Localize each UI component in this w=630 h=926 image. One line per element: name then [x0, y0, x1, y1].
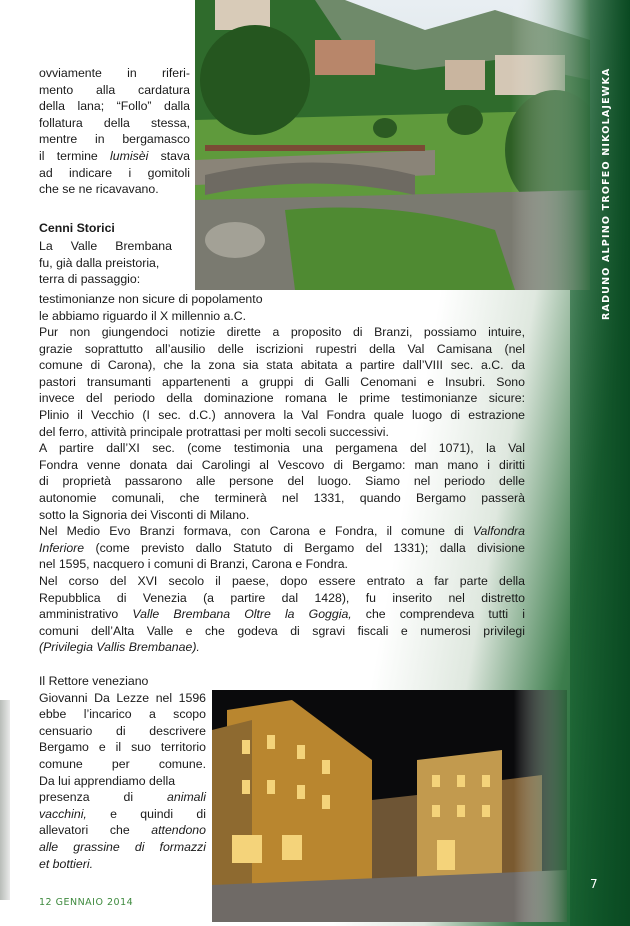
text-line: fu, già dalla preistoria,: [39, 255, 160, 270]
text-line: Bergamo e il suo territorio: [39, 740, 206, 755]
text-line: Fondra venne donata dai Carolingi al Vescovo di Bergamo: man mano i diritti: [39, 457, 525, 472]
text-line: A partire dall’XI sec. (come testimonia una pergamena del 1071), la Val: [39, 441, 525, 456]
text-line: il termine lumisèi stava: [39, 148, 190, 163]
text-line: autonomie comunali, che terminerà nel 1331, quando Bergamo passerà: [39, 490, 525, 505]
page-curl-shadow: [0, 700, 10, 900]
text-line: alle grassine di formazzi: [39, 839, 206, 854]
text-line: allevatori che attendono: [39, 823, 206, 838]
text-line: Nel corso del XVI secolo il paese, dopo essere entrato a far parte della: [39, 573, 525, 588]
text-line: che se ne ricavavano.: [39, 182, 159, 197]
text-line: terra di passaggio:: [39, 272, 141, 287]
text-line: comuni dell’Alta Valle e che godeva di sgravi fiscali e numerosi privilegi: [39, 623, 525, 638]
text-line: di proprietà passarono alle persone del luogo. Siamo nel periodo delle: [39, 474, 525, 489]
history-paragraphs: [39, 324, 525, 656]
text-line: pastori transumanti appartenenti a gruppi di Galli Cenomani e Insubri. Sono: [39, 374, 525, 389]
text-line: Nel Medio Evo Branzi formava, con Carona e Fondra, il comune di Valfondra: [39, 524, 525, 539]
text-line: La Valle Brembana: [39, 239, 172, 253]
text-line: Da lui apprendiamo della: [39, 773, 176, 788]
intro-block-wide: [39, 291, 309, 324]
side-title: RADUNO ALPINO TROFEO NIKOLAJEWKA: [601, 67, 612, 320]
section-heading: Cenni Storici: [39, 221, 115, 235]
text-line: ovviamente in riferi-: [39, 66, 190, 80]
text-line: sotto la Signoria dei Visconti di Milano.: [39, 507, 250, 522]
text-line: ad indicare i gomitoli: [39, 165, 190, 180]
text-line: Pur non giungendoci notizie dirette a proposito di Branzi, possiamo intuire,: [39, 325, 525, 339]
text-line: (Privilegia Vallis Brembanae).: [39, 640, 200, 655]
text-line: della lana; “Follo” dalla: [39, 99, 190, 114]
text-line: grazie soprattutto all’ausilio delle iscrizioni rupestri della Val Camisana (nel: [39, 341, 525, 356]
text-line: Repubblica di Venezia (a partire dal 1428), fu inserito nel distretto: [39, 590, 525, 605]
text-line: invece del periodo della dominazione romana le prime testimonianze sicure:: [39, 391, 525, 406]
text-line: amministrativo Valle Brembana Oltre la Goggia, che comprendeva tutti i: [39, 607, 525, 622]
text-line: comune di Carona), che la zona sia stata abitata a partire dall’VIII sec. a.C. da: [39, 358, 525, 373]
text-line: comune per comune.: [39, 756, 206, 771]
text-line: follatura della stessa,: [39, 115, 190, 130]
photo-valley-bridge: [195, 0, 590, 290]
text-line: vacchini, e quindi di: [39, 806, 206, 821]
intro-column: [39, 65, 190, 198]
text-line: ebbe l’incarico a scopo: [39, 707, 206, 722]
text-line: nel 1595, nacquero i comuni di Branzi, Carona e Fondra.: [39, 557, 348, 572]
text-line: testimonianze non sicure di popolamento: [39, 292, 263, 306]
text-line: Inferiore (come previsto dallo Statuto di Bergamo del 1331); dalla divisione: [39, 540, 525, 555]
text-line: Plinio il Vecchio (I sec. d.C.) annovera la Val Fondra quale luogo di estrazione: [39, 407, 525, 422]
intro-block: [39, 238, 172, 288]
text-line: et bottieri.: [39, 856, 93, 871]
text-line: censuario di descrivere: [39, 723, 206, 738]
text-line: Il Rettore veneziano: [39, 674, 149, 688]
photo-piazza-night: [212, 690, 567, 922]
text-line: del ferro, attività principale protrattasi per molti secoli successivi.: [39, 424, 389, 439]
text-line: mento alla cardatura: [39, 82, 190, 97]
text-line: le abbiamo riguardo il X millennio a.C.: [39, 308, 247, 323]
footer-date: 12 GENNAIO 2014: [39, 897, 134, 908]
text-line: mentre in bergamasco: [39, 132, 190, 147]
text-line: presenza di animali: [39, 790, 206, 805]
rettore-column: [39, 673, 206, 872]
page-number: 7: [590, 877, 598, 891]
text-line: Giovanni Da Lezze nel 1596: [39, 690, 206, 705]
